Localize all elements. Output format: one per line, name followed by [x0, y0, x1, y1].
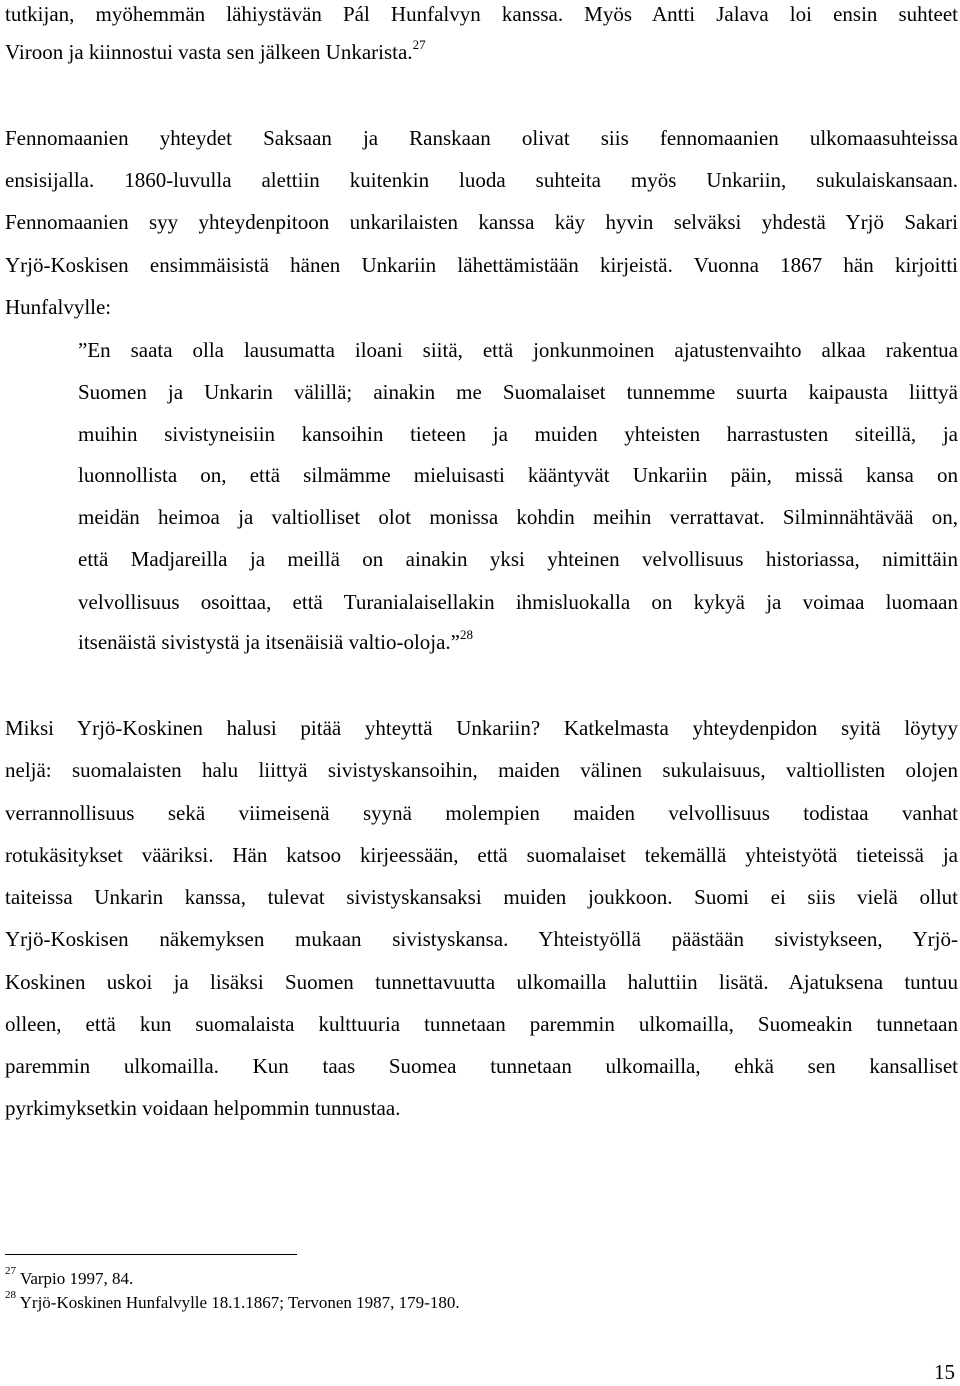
- footnote-separator: [5, 1254, 297, 1255]
- footnote-number: 28: [5, 1289, 16, 1302]
- quote-line: että Madjareilla ja meillä on ainakin yksi yhteinen velvollisuus historiassa, nimittäin: [78, 547, 958, 571]
- body-text-line: verrannollisuus sekä viimeisenä syynä molempien maiden velvollisuus todistaa vanhat: [5, 801, 958, 825]
- quote-line: meidän heimoa ja valtiolliset olot monissa kohdin meihin verrattavat. Silminnähtävää on,: [78, 505, 958, 529]
- body-text-line: ensisijalla. 1860-luvulla alettiin kuitenkin luoda suhteita myös Unkariin, sukulaiskansaan.: [5, 168, 958, 192]
- footnote-reference: 27: [412, 37, 426, 52]
- quote-line: ”En saata olla lausumatta iloani siitä, että jonkunmoinen ajatustenvaihto alkaa rakentua: [78, 338, 958, 362]
- body-text: Viroon ja kiinnostui vasta sen jälkeen Unkarista.: [5, 40, 413, 64]
- body-text-line: Hunfalvylle:: [5, 295, 112, 319]
- body-text-line: taiteissa Unkarin kanssa, tulevat sivistyskansaksi muiden joukkoon. Suomi ei siis vielä ollut: [5, 885, 958, 909]
- footnote-text: Yrjö-Koskinen Hunfalvylle 18.1.1867; Tervonen 1987, 179-180.: [19, 1293, 460, 1312]
- footnote-reference: 28: [460, 627, 473, 642]
- body-text-line: Yrjö-Koskisen ensimmäisistä hänen Unkariin lähettämistään kirjeistä. Vuonna 1867 hän kirjoitti: [5, 253, 958, 277]
- body-text-line: Miksi Yrjö-Koskinen halusi pitää yhteyttä Unkariin? Katkelmasta yhteydenpidon syitä löytyy: [5, 716, 958, 740]
- footnote-text: Varpio 1997, 84.: [19, 1269, 134, 1288]
- quote-line: [78, 628, 958, 656]
- body-text-line: tutkijan, myöhemmän lähiystävän Pál Hunfalvyn kanssa. Myös Antti Jalava loi ensin suhteet: [5, 2, 958, 26]
- body-text-line: [5, 38, 958, 66]
- footnote: [5, 1265, 134, 1290]
- quote-line: velvollisuus osoittaa, että Turanialaisellakin ihmisluokalla on kykyä ja voimaa luomaan: [78, 590, 958, 614]
- body-text-line: olleen, että kun suomalaista kulttuuria tunnetaan paremmin ulkomailla, Suomeakin tunnetaan: [5, 1012, 958, 1036]
- quote-line: luonnollista on, että silmämme mieluisasti kääntyvät Unkariin päin, missä kansa on: [78, 463, 958, 487]
- quote-line: muihin sivistyneisiin kansoihin tieteen ja muiden yhteisten harrastusten siteillä, ja: [78, 422, 958, 446]
- page-number: 15: [934, 1360, 955, 1384]
- quote-text: itsenäistä sivistystä ja itsenäisiä valtio-oloja.”: [78, 630, 460, 654]
- body-text-line: Fennomaanien syy yhteydenpitoon unkarilaisten kanssa käy hyvin selväksi yhdestä Yrjö Sakari: [5, 210, 958, 234]
- footnote: [5, 1289, 460, 1314]
- body-text-line: paremmin ulkomailla. Kun taas Suomea tunnetaan ulkomailla, ehkä sen kansalliset: [5, 1054, 958, 1078]
- body-text-line: Fennomaanien yhteydet Saksaan ja Ranskaan olivat siis fennomaanien ulkomaasuhteissa: [5, 126, 958, 150]
- body-text-line: rotukäsitykset vääriksi. Hän katsoo kirjeessään, että suomalaiset tekemällä yhteistyötä tieteissä ja: [5, 843, 958, 867]
- body-text-line: Yrjö-Koskisen näkemyksen mukaan sivistyskansa. Yhteistyöllä päästään sivistykseen, Yrjö-: [5, 927, 958, 951]
- body-text-line: neljä: suomalaisten halu liittyä sivistyskansoihin, maiden välinen sukulaisuus, valtiollisten olojen: [5, 758, 958, 782]
- footnote-number: 27: [5, 1265, 16, 1278]
- body-text-line: Koskinen uskoi ja lisäksi Suomen tunnettavuutta ulkomailla haluttiin lisätä. Ajatuksena tuntuu: [5, 970, 958, 994]
- quote-line: Suomen ja Unkarin välillä; ainakin me Suomalaiset tunnemme suurta kaipausta liittyä: [78, 380, 958, 404]
- body-text-line: pyrkimyksetkin voidaan helpommin tunnustaa.: [5, 1096, 401, 1120]
